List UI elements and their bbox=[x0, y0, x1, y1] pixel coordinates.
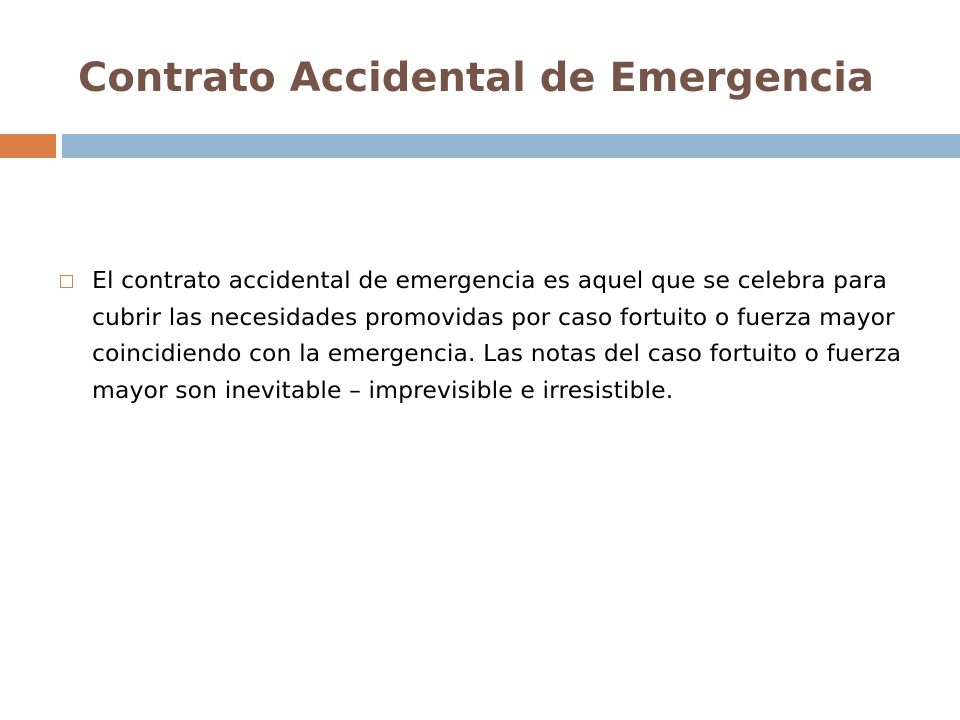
bullet-text: El contrato accidental de emergencia es aquel que se celebra para cubrir las necesidades promovidas por caso fortuito o fuerza mayor coincidiendo con la emergencia. Las notas del caso fortuito o fuerza mayor son inevitable – imprevisible e irresistible. bbox=[92, 266, 902, 404]
square-bullet-icon bbox=[60, 275, 73, 288]
title-divider-bar bbox=[62, 134, 960, 158]
slide-content bbox=[58, 262, 918, 408]
bullet-item bbox=[58, 262, 918, 408]
slide-title: Contrato Accidental de Emergencia bbox=[78, 55, 874, 101]
title-accent-bar bbox=[0, 134, 56, 158]
